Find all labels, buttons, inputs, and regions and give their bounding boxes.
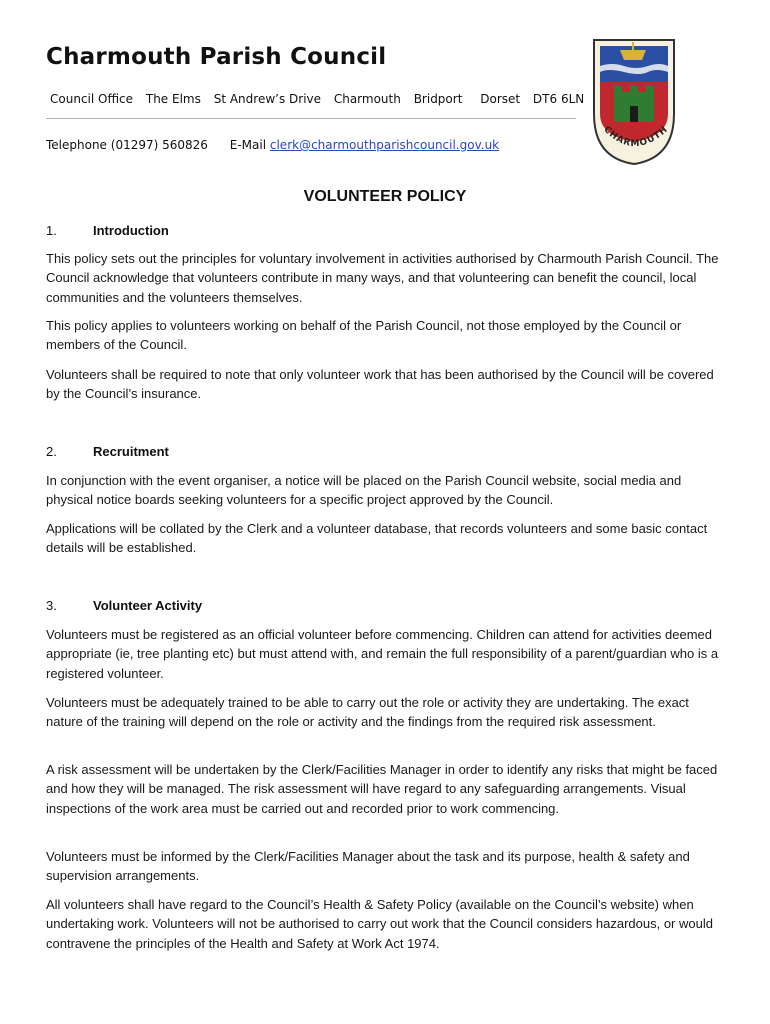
- paragraph-text: This policy applies to volunteers working on behalf of the Parish Council, not those employed by the Council or members of the Council.: [46, 318, 682, 353]
- section-title: Recruitment: [93, 444, 169, 459]
- paragraph: [46, 316, 726, 355]
- paragraph-text: Volunteers must be informed by the Clerk/Facilities Manager about the task and its purpose, health & safety and supervision arrangements.: [46, 849, 690, 884]
- org-title: Charmouth Parish Council: [46, 44, 387, 70]
- paragraph-text: This policy sets out the principles for voluntary involvement in activities authorised by Charmouth Parish Council. The Council acknowledge that volunteers contribute in many ways, and that volunteering can benefit the council, local communities and the volunteers themselves.: [46, 251, 719, 305]
- header-divider: [46, 118, 576, 119]
- paragraph-text: Volunteers must be registered as an official volunteer before commencing. Children can attend for activities deemed appropriate (ie, tree planting etc) but must attend with, and remain the full responsibility of a parent/guardian who is a registered volunteer.: [46, 627, 719, 681]
- address-part: Council Office: [50, 92, 134, 106]
- contact-line: [46, 138, 499, 152]
- paragraph: [46, 693, 726, 732]
- telephone: Telephone (01297) 560826: [46, 138, 208, 152]
- address-part: St Andrew’s Drive: [213, 92, 322, 106]
- paragraph-text: In conjunction with the event organiser, a notice will be placed on the Parish Council website, social media and physical notice boards seeking volunteers for a specific project approved by the Council.: [46, 473, 682, 508]
- paragraph: [46, 471, 726, 510]
- paragraph-text: Applications will be collated by the Clerk and a volunteer database, that records volunteers and some basic contact details will be established.: [46, 521, 708, 556]
- section-number: 1.: [46, 223, 57, 238]
- address-line: [50, 92, 593, 106]
- paragraph: [46, 847, 726, 886]
- parish-crest-logo: [590, 36, 678, 168]
- paragraph: [46, 365, 726, 404]
- address-part: DT6 6LN: [532, 92, 585, 106]
- email-link[interactable]: clerk@charmouthparishcouncil.gov.uk: [269, 138, 500, 152]
- paragraph: [46, 249, 726, 307]
- paragraph-text: All volunteers shall have regard to the Council’s Health & Safety Policy (available on the Council’s website) when undertaking work. Volunteers will not be authorised to carry out work that the Council considers hazardous, or would contravene the principles of the Health and Safety at Work Act 1974.: [46, 897, 713, 951]
- paragraph-text: A risk assessment will be undertaken by the Clerk/Facilities Manager in order to identify any risks that might be faced and how they will be managed. The risk assessment will have regard to any safeguarding arrangements. Visual inspections of the work area must be carried out and recorded prior to work commencing.: [46, 762, 718, 816]
- section-heading: [46, 598, 202, 613]
- address-part: The Elms: [145, 92, 201, 106]
- section-title: Introduction: [93, 223, 169, 238]
- section-number: 2.: [46, 444, 57, 459]
- paragraph-text: Volunteers must be adequately trained to be able to carry out the role or activity they are undertaking. The exact nature of the training will depend on the role or activity and the findings from the required risk assessment.: [46, 695, 689, 730]
- svg-text:CHARMOUTH: CHARMOUTH: [601, 124, 671, 150]
- section-heading: [46, 223, 169, 238]
- paragraph: [46, 760, 726, 818]
- email-label: E-Mail: [229, 138, 267, 152]
- document-title: VOLUNTEER POLICY: [303, 188, 467, 205]
- address-part: Dorset: [480, 92, 521, 106]
- section-title: Volunteer Activity: [93, 598, 203, 613]
- paragraph: [46, 625, 726, 683]
- paragraph: [46, 519, 726, 558]
- address-part: Bridport: [413, 92, 463, 106]
- section-heading: [46, 444, 169, 459]
- address-part: Charmouth: [333, 92, 401, 106]
- paragraph: [46, 895, 726, 953]
- paragraph-text: Volunteers shall be required to note that only volunteer work that has been authorised by the Council will be covered by the Council’s insurance.: [46, 367, 714, 402]
- section-number: 3.: [46, 598, 57, 613]
